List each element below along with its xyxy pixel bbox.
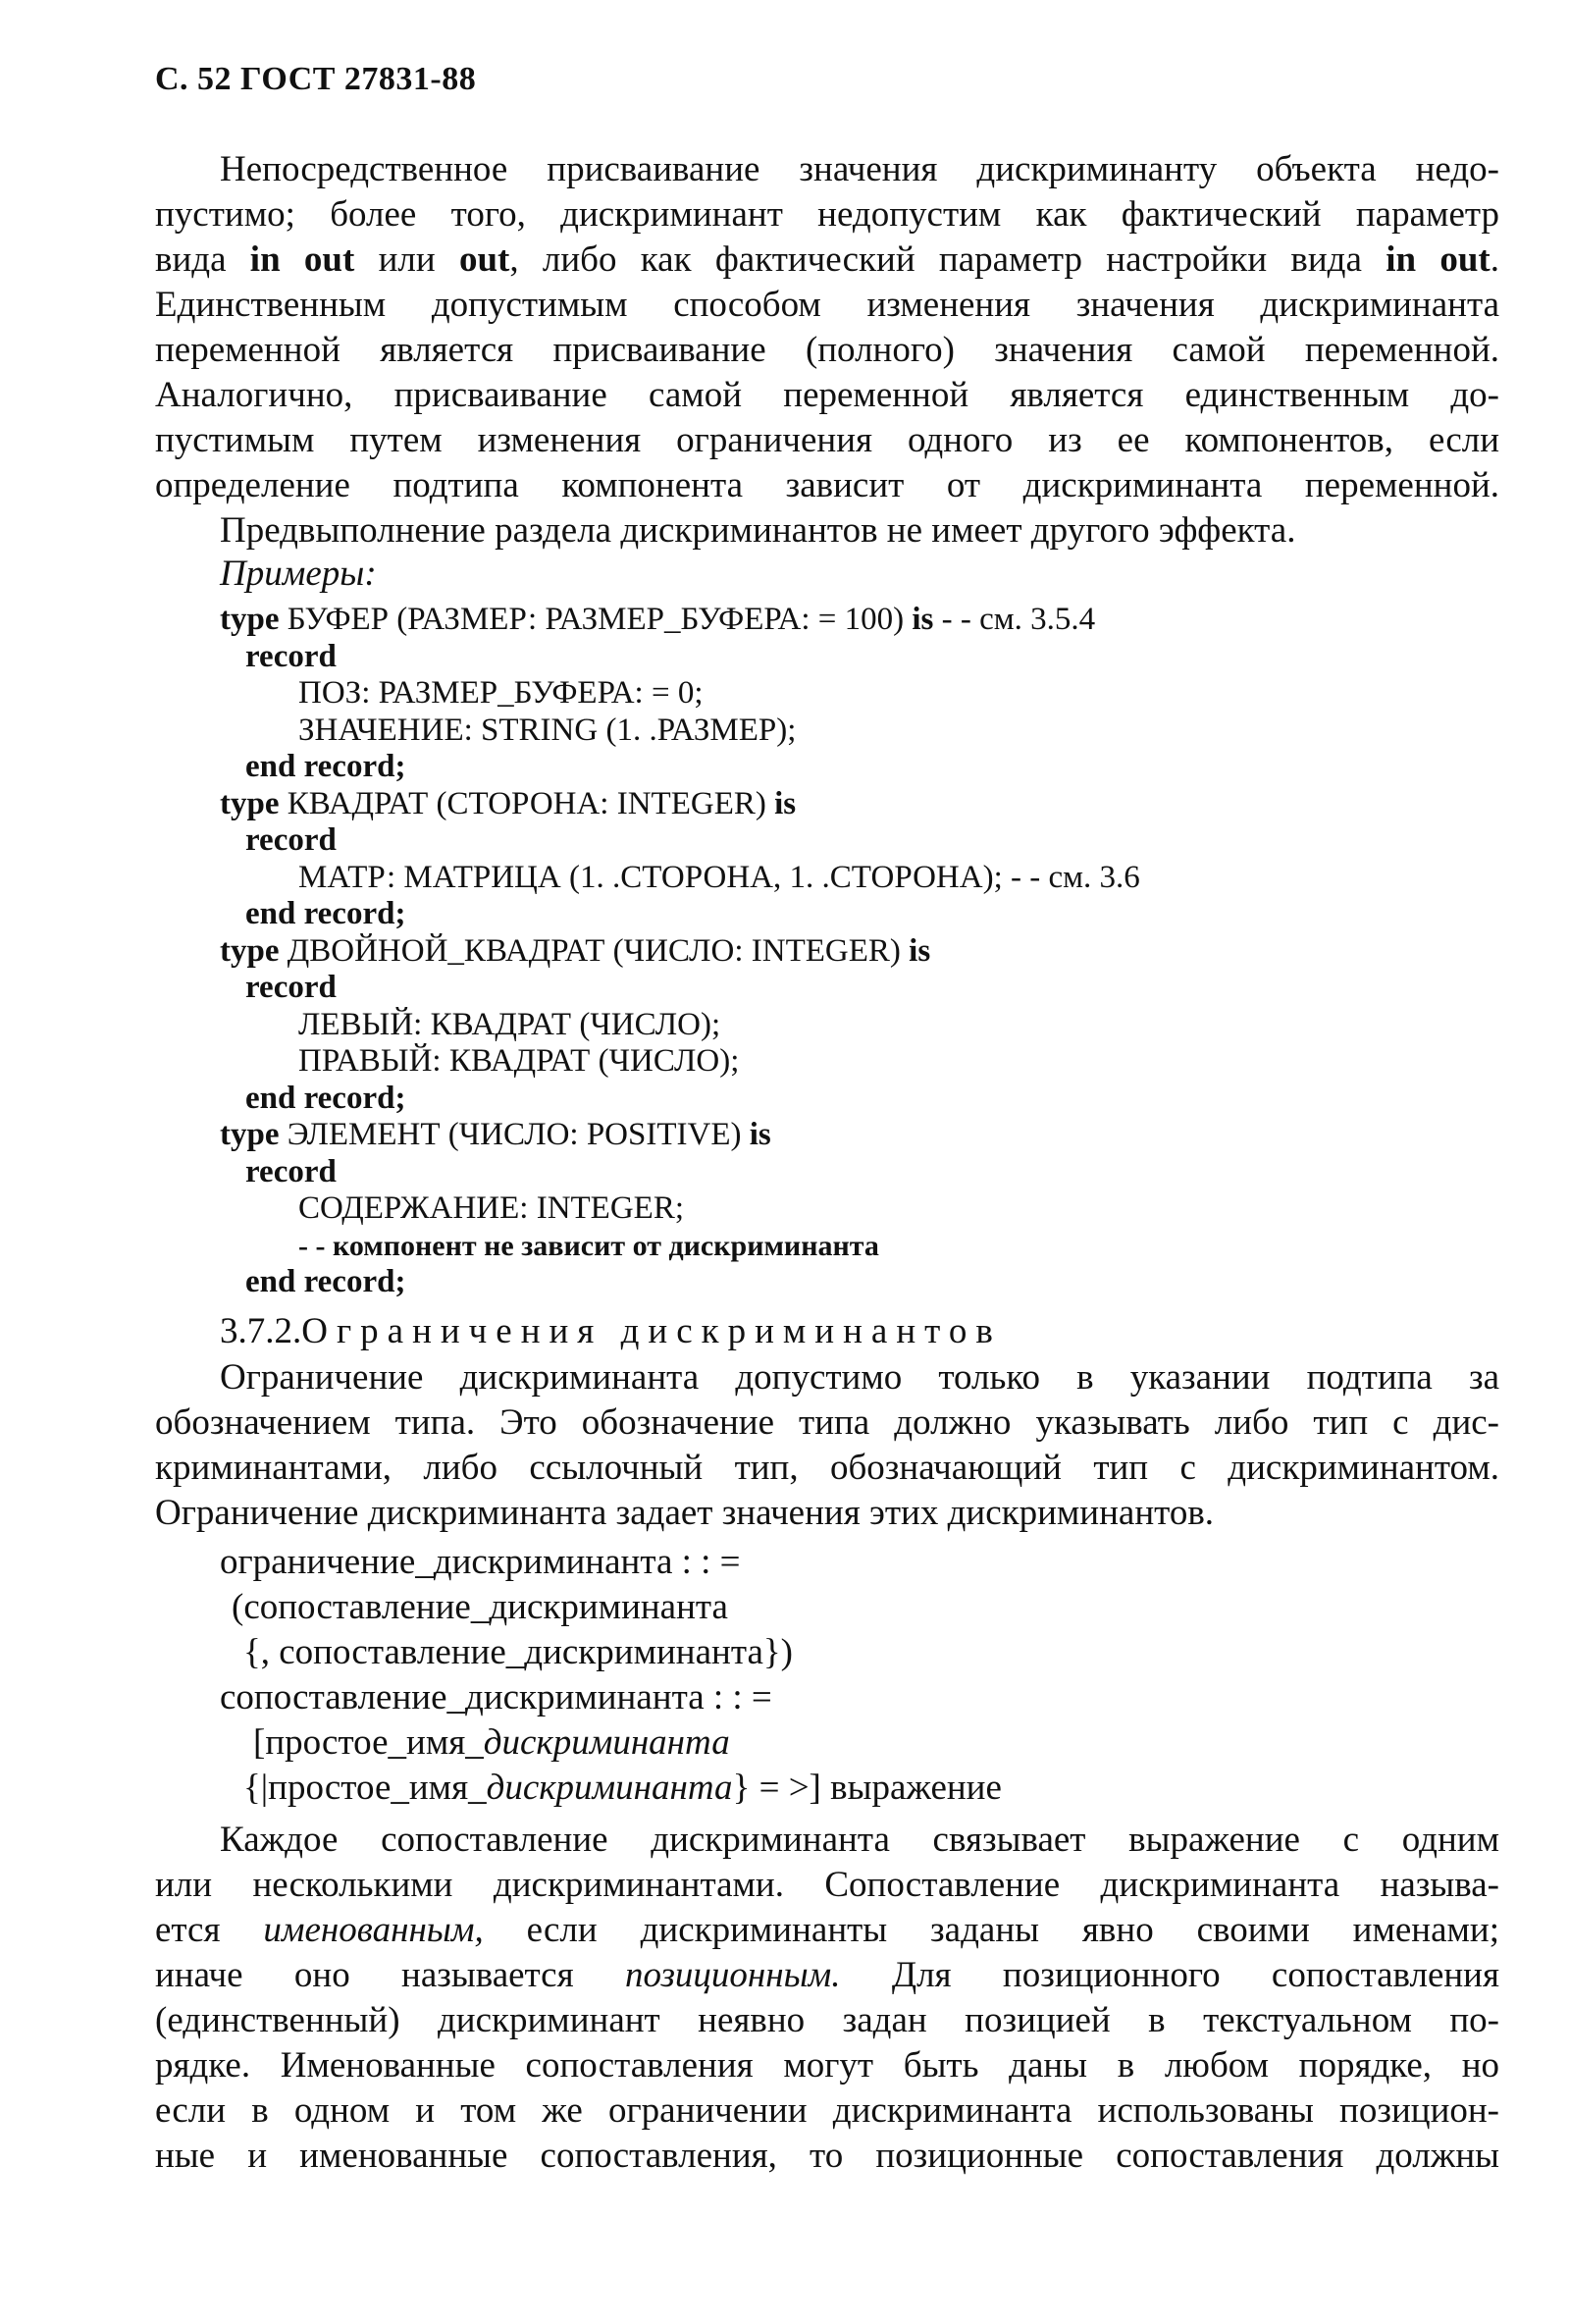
- section-title: Ограничения дискриминантов: [301, 1311, 1002, 1351]
- syntax-line: {, сопоставление_дискриминанта}): [243, 1632, 793, 1672]
- text-line: Аналогично, присваивание самой переменной является единственным до-: [155, 375, 1499, 415]
- code-line: record: [245, 639, 337, 674]
- code-line: ЗНАЧЕНИЕ: STRING (1. .РАЗМЕР);: [298, 713, 797, 748]
- text-line: иначе оно называется позиционным. Для позиционного сопоставления: [155, 1955, 1499, 1995]
- text-line: обозначением типа. Это обозначение типа должно указывать либо тип с дис-: [155, 1402, 1499, 1443]
- syntax-line: {|простое_имя_дискриминанта} = >] выражение: [243, 1768, 1002, 1808]
- code-line: end record;: [245, 896, 406, 931]
- code-line: type КВАДРАТ (СТОРОНА: INTEGER) is: [220, 786, 797, 821]
- text-line: ется именованным, если дискриминанты заданы явно своими именами;: [155, 1910, 1500, 1950]
- code-line: - - компонент не зависит от дискриминанта: [298, 1230, 879, 1262]
- section-number: 3.7.2.: [220, 1311, 302, 1351]
- text-line: вида in out или out, либо как фактический параметр настройки вида in out.: [155, 239, 1499, 280]
- text-line: пустимым путем изменения ограничения одного из ее компонентов, если: [155, 420, 1499, 460]
- code-line: ПРАВЫЙ: КВАДРАТ (ЧИСЛО);: [298, 1043, 740, 1079]
- code-line: record: [245, 970, 337, 1005]
- code-line: end record;: [245, 1081, 406, 1116]
- code-line: МАТР: МАТРИЦА (1. .СТОРОНА, 1. .СТОРОНА); - - см. 3.6: [298, 860, 1140, 895]
- text-line: пустимо; более того, дискриминант недопустим как фактический параметр: [155, 194, 1499, 235]
- text-line: Каждое сопоставление дискриминанта связывает выражение с одним: [220, 1820, 1499, 1860]
- code-line: record: [245, 822, 337, 858]
- paragraph-elaboration: Предвыполнение раздела дискриминантов не имеет другого эффекта.: [220, 510, 1296, 551]
- page-header: С. 52 ГОСТ 27831-88: [155, 61, 477, 97]
- text-line: ные и именованные сопоставления, то позиционные сопоставления должны: [155, 2136, 1499, 2176]
- code-line: ПОЗ: РАЗМЕР_БУФЕРА: = 0;: [298, 675, 704, 711]
- text-line: Ограничение дискриминанта допустимо только в указании подтипа за: [220, 1357, 1499, 1398]
- code-line: СОДЕРЖАНИЕ: INTEGER;: [298, 1190, 685, 1226]
- code-line: type ДВОЙНОЙ_КВАДРАТ (ЧИСЛО: INTEGER) is: [220, 933, 931, 969]
- syntax-line: сопоставление_дискриминанта : : =: [220, 1677, 772, 1717]
- text-line: Ограничение дискриминанта задает значения этих дискриминантов.: [155, 1493, 1215, 1533]
- text-line: переменной является присваивание (полного) значения самой переменной.: [155, 330, 1499, 370]
- text-line: Непосредственное присваивание значения дискриминанту объекта недо-: [220, 149, 1499, 189]
- text-line: Единственным допустимым способом изменения значения дискриминанта: [155, 285, 1499, 325]
- text-line: определение подтипа компонента зависит от дискриминанта переменной.: [155, 465, 1499, 505]
- code-line: end record;: [245, 749, 406, 784]
- syntax-line: (сопоставление_дискриминанта: [232, 1587, 728, 1627]
- text-line: (единственный) дискриминант неявно задан позицией в текстуальном по-: [155, 2000, 1499, 2040]
- text-line: если в одном и том же ограничении дискриминанта использованы позицион-: [155, 2090, 1499, 2131]
- code-line: type БУФЕР (РАЗМЕР: РАЗМЕР_БУФЕРА: = 100) is - - см. 3.5.4: [220, 602, 1096, 637]
- syntax-line: [простое_имя_дискриминанта: [253, 1722, 730, 1763]
- syntax-line: ограничение_дискриминанта : : =: [220, 1542, 741, 1582]
- code-line: type ЭЛЕМЕНТ (ЧИСЛО: POSITIVE) is: [220, 1117, 771, 1152]
- text-line: криминантами, либо ссылочный тип, обозначающий тип с дискриминантом.: [155, 1448, 1499, 1488]
- code-line: ЛЕВЫЙ: КВАДРАТ (ЧИСЛО);: [298, 1007, 721, 1042]
- text-line: или несколькими дискриминантами. Сопоставление дискриминанта называ-: [155, 1865, 1499, 1905]
- text-line: рядке. Именованные сопоставления могут быть даны в любом порядке, но: [155, 2045, 1499, 2086]
- section-heading: [220, 1309, 1002, 1353]
- code-line: end record;: [245, 1264, 406, 1299]
- code-line: record: [245, 1154, 337, 1189]
- examples-label: Примеры:: [220, 554, 377, 594]
